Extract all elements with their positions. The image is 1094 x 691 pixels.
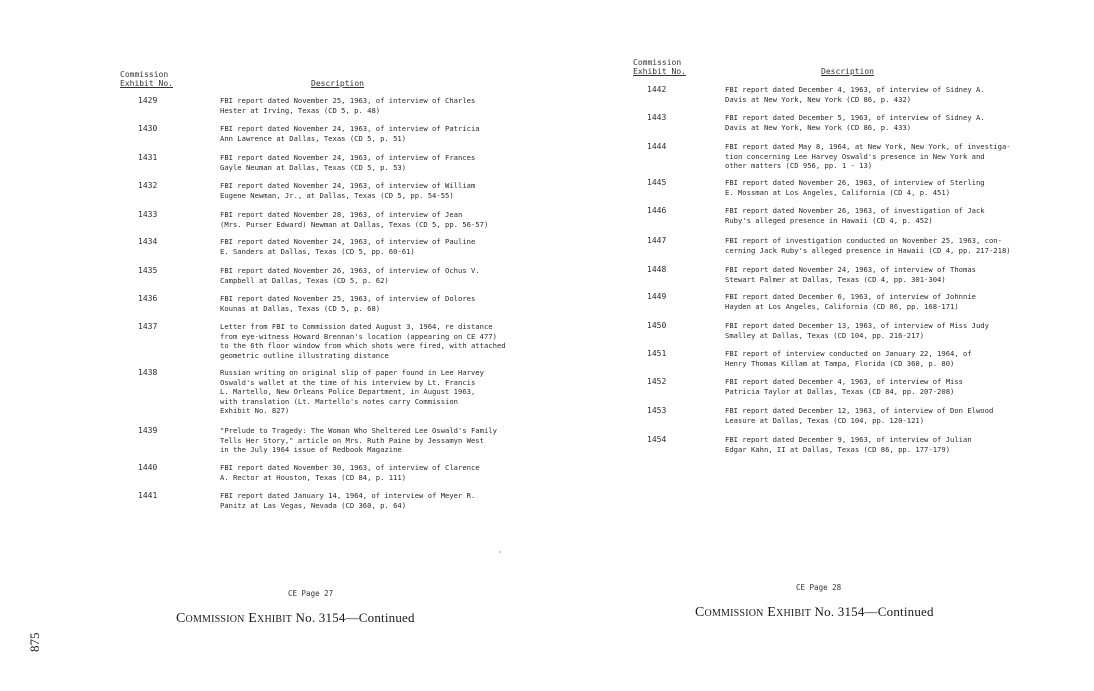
- exhibit-number: 1438: [138, 368, 158, 377]
- exhibit-caption: [695, 604, 934, 621]
- exhibit-list: [138, 96, 538, 516]
- exhibit-description: [725, 406, 993, 425]
- exhibit-number: 1448: [647, 265, 667, 274]
- description-line: FBI report dated November 26, 1963, of interview of Sterling: [725, 178, 985, 187]
- description-line: FBI report dated November 24, 1963, of interview of Pauline: [220, 237, 476, 246]
- exhibit-description: [725, 265, 976, 284]
- exhibit-number: 1436: [138, 294, 158, 303]
- description-line: Henry Thomas Killam at Tampa, Florida (CD 360, p. 80): [725, 358, 955, 368]
- description-line: E. Sanders at Dallas, Texas (CD 5, pp. 60-61): [220, 246, 415, 256]
- exhibit-description: [725, 85, 985, 104]
- header-line-2: Exhibit No.: [633, 67, 686, 76]
- description-line: geometric outline illustrating distance: [220, 350, 389, 360]
- exhibit-description: [220, 491, 475, 510]
- description-line: Hester at Irving, Texas (CD 5, p. 48): [220, 105, 381, 115]
- description-line: FBI report dated November 25, 1963, of interview of Charles: [220, 96, 476, 105]
- exhibit-description: [220, 426, 497, 455]
- header-line-2: Exhibit No.: [120, 79, 173, 88]
- exhibit-caption-rest: No. 3154—Continued: [292, 610, 415, 625]
- header-line-1: Commission: [120, 70, 169, 79]
- exhibit-description: [220, 266, 480, 285]
- exhibit-number: 1440: [138, 463, 158, 472]
- description-line: Ruby's alleged presence in Hawaii (CD 4, p. 452): [725, 215, 933, 225]
- description-line: Hayden at Los Angeles, California (CD 86, pp. 168-171): [725, 301, 959, 311]
- exhibit-description: [725, 349, 972, 368]
- description-line: FBI report of interview conducted on January 22, 1964, of: [725, 349, 972, 358]
- description-line: Edgar Kahn, II at Dallas, Texas (CD 86, pp. 177-179): [725, 444, 951, 454]
- exhibit-number: 1452: [647, 377, 667, 386]
- commission-exhibit-header: [633, 58, 686, 76]
- description-line: FBI report of investigation conducted on November 25, 1963, con-: [725, 236, 1002, 245]
- commission-exhibit-header: [120, 70, 173, 88]
- description-line: Leasure at Dallas, Texas (CD 104, pp. 120-121): [725, 415, 925, 425]
- exhibit-number: 1435: [138, 266, 158, 275]
- description-line: Tells Her Story," article on Mrs. Ruth Paine by Jessamyn West: [220, 435, 484, 445]
- description-line: from eye-witness Howard Brennan's location (appearing on CE 477): [220, 331, 497, 341]
- description-line: FBI report dated November 24, 1963, of interview of Thomas: [725, 265, 976, 274]
- description-line: FBI report dated November 24, 1963, of interview of William: [220, 181, 476, 190]
- exhibit-number: 1442: [647, 85, 667, 94]
- description-line: FBI report dated November 24, 1963, of interview of Frances: [220, 153, 476, 162]
- ce-page-label: CE Page 28: [796, 583, 842, 592]
- exhibit-number: 1443: [647, 113, 667, 122]
- description-line: E. Mossman at Los Angeles, California (CD 4, p. 451): [725, 187, 951, 197]
- description-line: in the July 1964 issue of Redbook Magazine: [220, 445, 402, 455]
- exhibit-number: 1447: [647, 236, 667, 245]
- exhibit-number: 1439: [138, 426, 158, 435]
- description-line: Oswald's wallet at the time of his interview by Lt. Francis: [220, 377, 476, 387]
- description-line: other matters (CD 956, pp. 1 - 13): [725, 161, 873, 171]
- page-number: 875: [27, 632, 42, 652]
- ce-page-label: CE Page 27: [288, 589, 334, 598]
- description-line: FBI report dated December 4, 1963, of interview of Sidney A.: [725, 85, 985, 94]
- description-header: Description: [311, 79, 364, 88]
- description-line: to the 6th floor window from which shots were fired, with attached: [220, 341, 506, 351]
- exhibit-description: [725, 236, 1011, 255]
- exhibit-number: 1446: [647, 206, 667, 215]
- exhibit-description: [725, 377, 963, 396]
- exhibit-number: 1434: [138, 237, 158, 246]
- exhibit-caption-rest: No. 3154—Continued: [811, 604, 934, 619]
- description-line: FBI report dated May 8, 1964, at New York, New York, of investiga-: [725, 142, 1011, 151]
- exhibit-number: 1450: [647, 321, 667, 330]
- exhibit-number: 1454: [647, 435, 667, 444]
- description-line: Patricia Taylor at Dallas, Texas (CD 84, pp. 207-208): [725, 386, 955, 396]
- description-line: cerning Jack Ruby's alleged presence in Hawaii (CD 4, pp. 217-218): [725, 245, 1011, 255]
- description-line: FBI report dated December 9, 1963, of interview of Julian: [725, 435, 972, 444]
- exhibit-description: [220, 237, 475, 256]
- description-line: Russian writing on original slip of paper found in Lee Harvey: [220, 368, 484, 377]
- exhibit-description: [220, 368, 484, 416]
- exhibit-description: [220, 294, 475, 313]
- description-line: Ann Lawrence at Dallas, Texas (CD 5, p. 51): [220, 133, 407, 143]
- description-line: Davis at New York, New York (CD 86, p. 433): [725, 122, 912, 132]
- exhibit-description: [725, 435, 972, 454]
- description-line: FBI report dated November 28, 1963, of interview of Jean: [220, 210, 463, 219]
- description-line: FBI report dated November 26, 1963, of investigation of Jack: [725, 206, 985, 215]
- exhibit-description: [725, 113, 985, 132]
- exhibit-description: [220, 181, 475, 200]
- exhibit-number: 1433: [138, 210, 158, 219]
- exhibit-description: [220, 96, 475, 115]
- description-line: tion concerning Lee Harvey Oswald's presence in New York and: [725, 151, 985, 161]
- exhibit-caption-small: Commission Exhibit: [176, 611, 293, 626]
- exhibit-number: 1453: [647, 406, 667, 415]
- exhibit-list: [647, 85, 1087, 465]
- description-line: FBI report dated December 6, 1963, of interview of Johnnie: [725, 292, 976, 301]
- exhibit-description: [725, 292, 976, 311]
- description-line: Panitz at Las Vegas, Nevada (CD 360, p. 64): [220, 500, 407, 510]
- exhibit-number: 1449: [647, 292, 667, 301]
- exhibit-number: 1430: [138, 124, 158, 133]
- description-line: Exhibit No. 827): [220, 406, 290, 416]
- description-line: Gayle Neuman at Dallas, Texas (CD 5, p. 53): [220, 162, 407, 172]
- exhibit-description: [220, 322, 506, 360]
- description-line: FBI report dated January 14, 1964, of interview of Meyer R.: [220, 491, 476, 500]
- exhibit-description: [725, 142, 1011, 171]
- exhibit-number: 1437: [138, 322, 158, 331]
- exhibit-description: [220, 153, 475, 172]
- scan-speck: [499, 551, 501, 553]
- exhibit-description: [725, 206, 985, 225]
- description-line: FBI report dated December 5, 1963, of interview of Sidney A.: [725, 113, 985, 122]
- description-line: "Prelude to Tragedy: The Woman Who Sheltered Lee Oswald's Family: [220, 426, 497, 435]
- exhibit-caption: [176, 610, 415, 627]
- description-line: FBI report dated November 30, 1963, of interview of Clarence: [220, 463, 480, 472]
- description-line: Campbell at Dallas, Texas (CD 5, p. 62): [220, 275, 389, 285]
- description-line: Smalley at Dallas, Texas (CD 104, pp. 216-217): [725, 330, 925, 340]
- description-line: A. Rector at Houston, Texas (CD 84, p. 111): [220, 472, 407, 482]
- description-line: (Mrs. Purser Edward) Newman at Dallas, Texas (CD 5, pp. 56-57): [220, 219, 489, 229]
- description-line: FBI report dated November 25, 1963, of interview of Dolores: [220, 294, 476, 303]
- description-line: FBI report dated December 12, 1963, of interview of Don Elwood: [725, 406, 994, 415]
- description-line: FBI report dated November 26, 1963, of interview of Ochus V.: [220, 266, 480, 275]
- exhibit-number: 1429: [138, 96, 158, 105]
- description-line: Stewart Palmer at Dallas, Texas (CD 4, pp. 301-304): [725, 274, 946, 284]
- description-line: Letter from FBI to Commission dated August 3, 1964, re distance: [220, 322, 493, 331]
- right-page: [547, 0, 1094, 691]
- description-line: with translation (Lt. Martello's notes carry Commission: [220, 396, 458, 406]
- description-line: Davis at New York, New York (CD 86, p. 432): [725, 94, 912, 104]
- description-line: FBI report dated December 4, 1963, of interview of Miss: [725, 377, 963, 386]
- description-line: Kounas at Dallas, Texas (CD 5, p. 68): [220, 303, 381, 313]
- exhibit-description: [725, 321, 989, 340]
- exhibit-number: 1445: [647, 178, 667, 187]
- exhibit-number: 1444: [647, 142, 667, 151]
- description-line: FBI report dated November 24, 1963, of interview of Patricia: [220, 124, 480, 133]
- description-header: Description: [821, 67, 874, 76]
- exhibit-number: 1451: [647, 349, 667, 358]
- exhibit-number: 1432: [138, 181, 158, 190]
- exhibit-caption-small: Commission Exhibit: [695, 605, 812, 620]
- description-line: FBI report dated December 13, 1963, of interview of Miss Judy: [725, 321, 989, 330]
- description-line: L. Martello, New Orleans Police Department, in August 1963,: [220, 387, 476, 397]
- exhibit-description: [220, 463, 480, 482]
- exhibit-number: 1441: [138, 491, 158, 500]
- exhibit-description: [220, 124, 480, 143]
- exhibit-description: [220, 210, 488, 229]
- exhibit-description: [725, 178, 985, 197]
- exhibit-number: 1431: [138, 153, 158, 162]
- description-line: Eugene Newman, Jr., at Dallas, Texas (CD 5, pp. 54-55): [220, 190, 454, 200]
- header-line-1: Commission: [633, 58, 682, 67]
